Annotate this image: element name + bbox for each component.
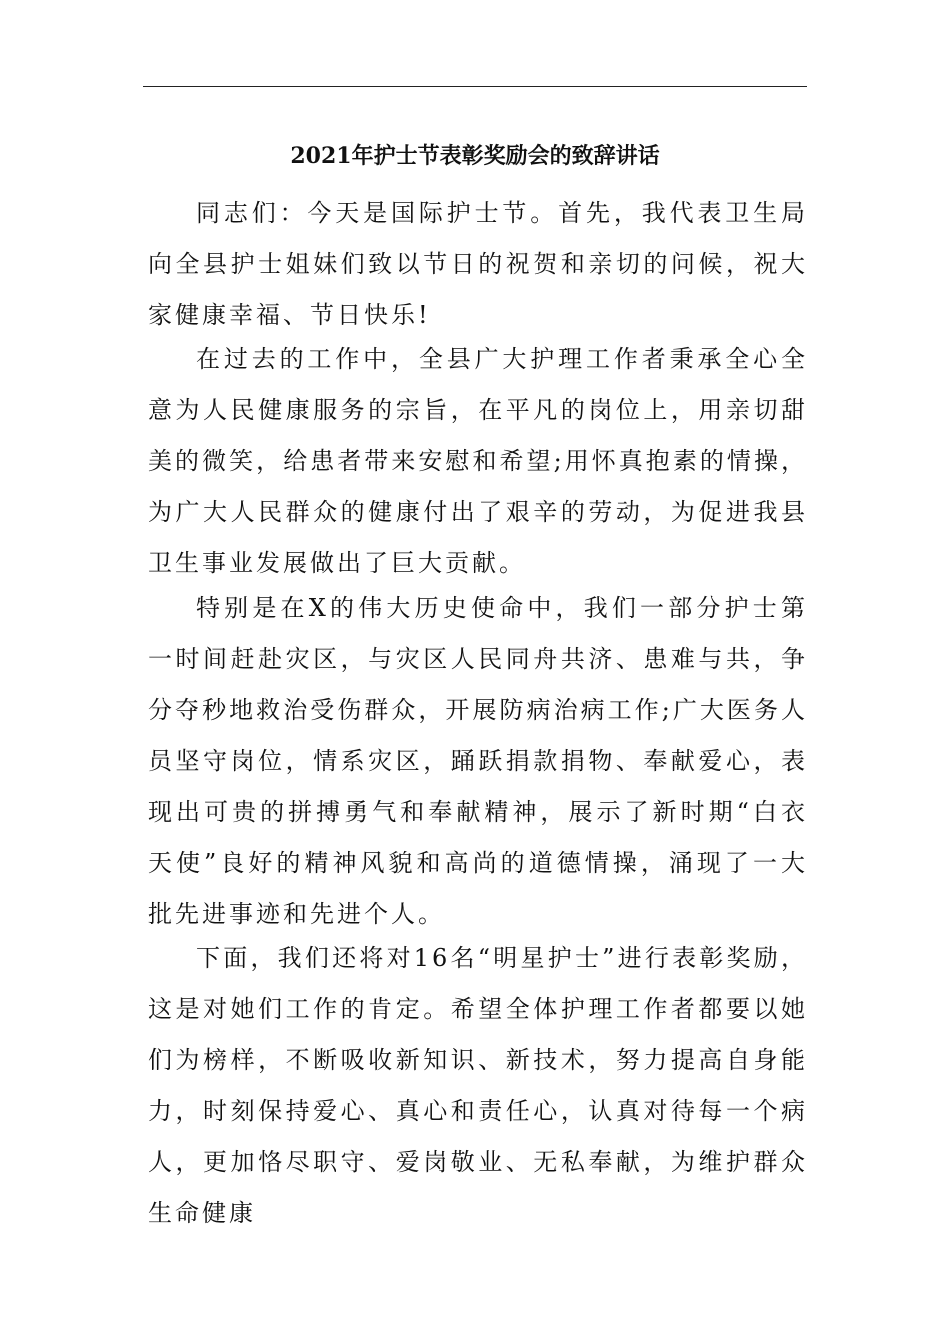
document-title: 2021年护士节表彰奖励会的致辞讲话 xyxy=(290,143,660,169)
header-rule xyxy=(143,86,807,87)
paragraph-disaster-relief: 特别是在X的伟大历史使命中，我们一部分护士第一时间赶赴灾区，与灾区人民同舟共济、患难与共，争分夺秒地救治受伤群众，开展防病治病工作;广大医务人员坚守岗位，情系灾区，踊跃捐款捐物、奉献爱心，表现出可贵的拼搏勇气和奉献精神，展示了新时期“白衣天使”良好的精神风貌和高尚的道德情操，涌现了一大批先进事迹和先进个人。 xyxy=(148,594,808,928)
paragraph-past-work: 在过去的工作中，全县广大护理工作者秉承全心全意为人民健康服务的宗旨，在平凡的岗位上，用亲切甜美的微笑，给患者带来安慰和希望;用怀真抱素的情操，为广大人民群众的健康付出了艰辛的劳动，为促进我县卫生事业发展做出了巨大贡献。 xyxy=(148,345,808,577)
paragraph-commendation: 下面，我们还将对16名“明星护士”进行表彰奖励，这是对她们工作的肯定。希望全体护理工作者都要以她们为榜样，不断吸收新知识、新技术，努力提高自身能力，时刻保持爱心、真心和责任心，认真对待每一个病人，更加恪尽职守、爱岗敬业、无私奉献，为维护群众生命健康 xyxy=(148,944,808,1227)
paragraph-greeting: 同志们：今天是国际护士节。首先，我代表卫生局向全县护士姐妹们致以节日的祝贺和亲切的问候，祝大家健康幸福、节日快乐! xyxy=(148,199,808,329)
